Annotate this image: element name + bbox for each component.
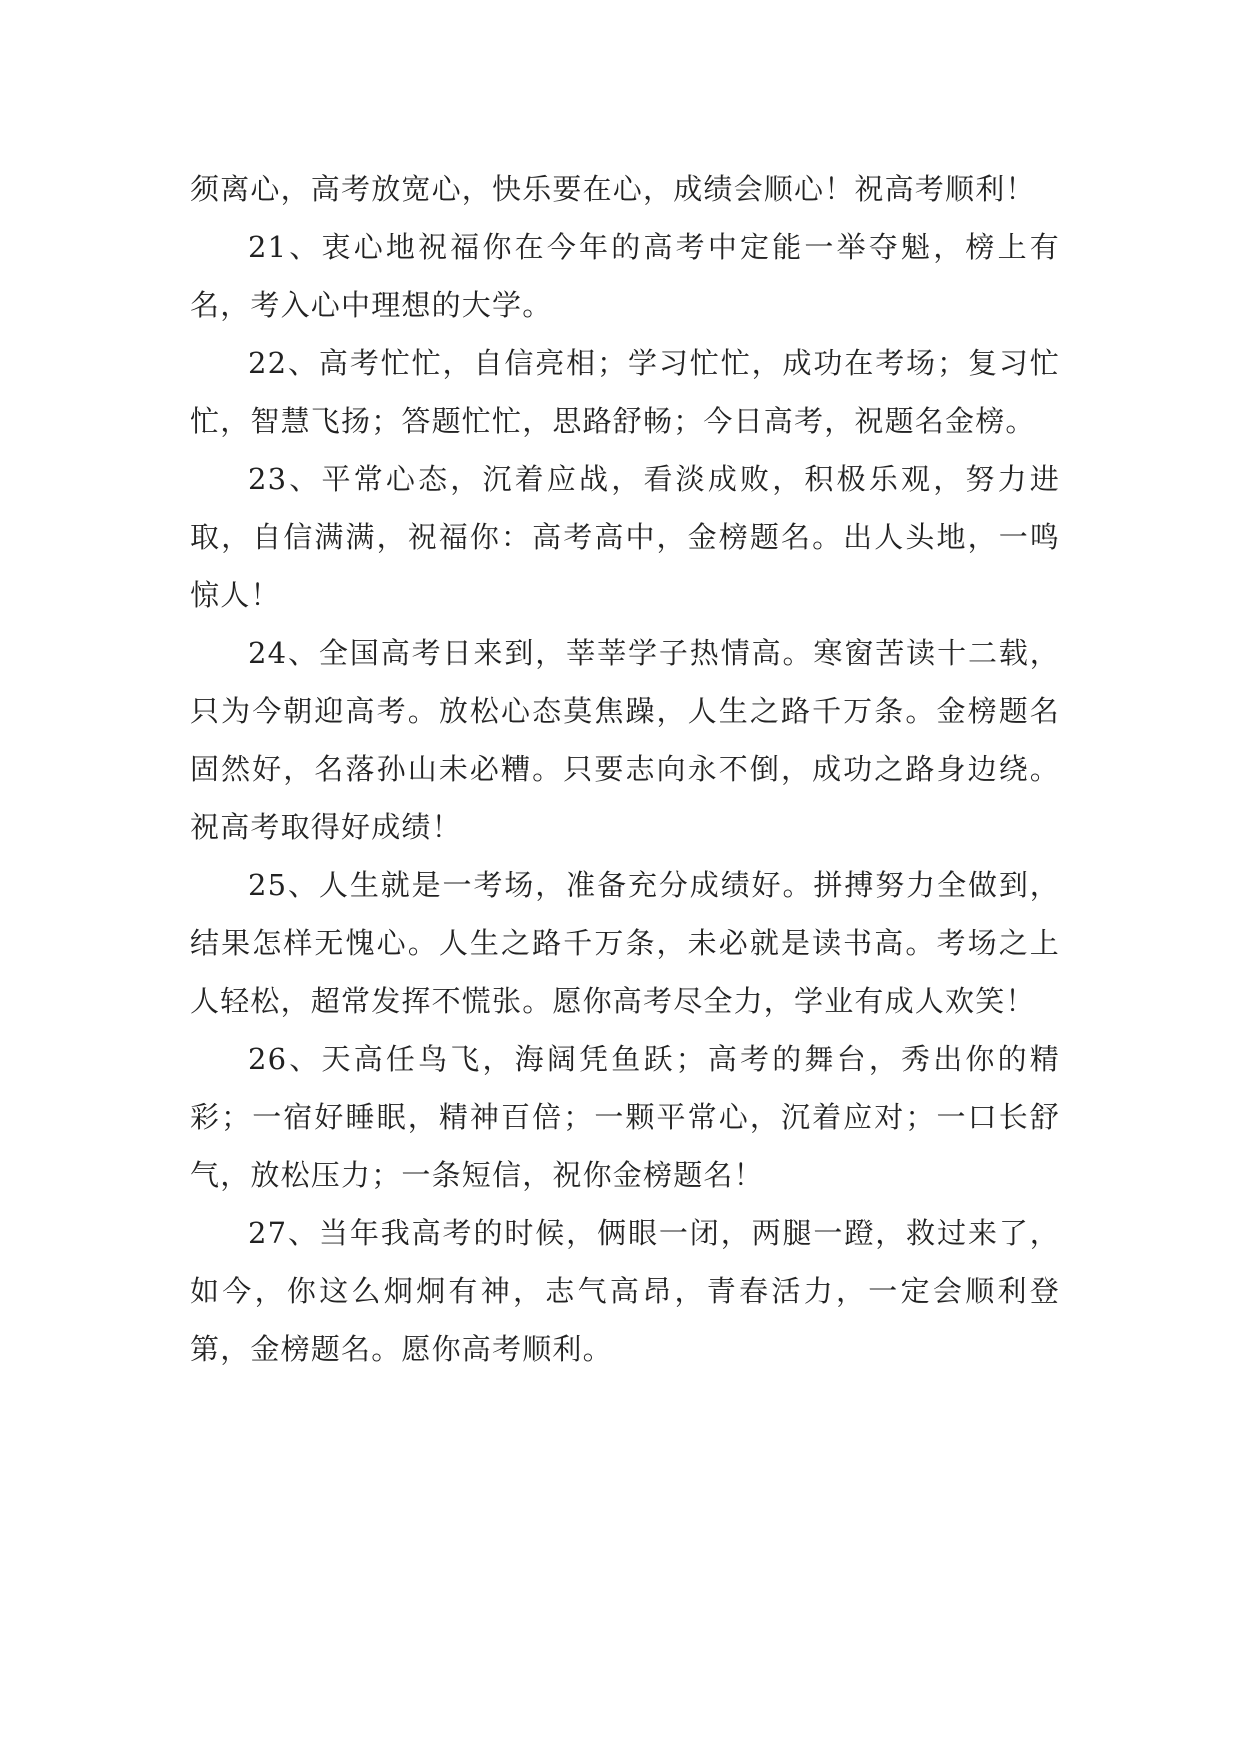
paragraph-27: 27、当年我高考的时候，俩眼一闭，两腿一蹬，救过来了，如今，你这么炯炯有神，志气高昂，青春活力，一定会顺利登第，金榜题名。愿你高考顺利。: [190, 1216, 1060, 1366]
document-body: [190, 160, 1060, 1378]
paragraph-26: 26、天高任鸟飞，海阔凭鱼跃；高考的舞台，秀出你的精彩；一宿好睡眠，精神百倍；一颗平常心，沉着应对；一口长舒气，放松压力；一条短信，祝你金榜题名！: [190, 1042, 1060, 1192]
paragraph-25: 25、人生就是一考场，准备充分成绩好。拼搏努力全做到，结果怎样无愧心。人生之路千万条，未必就是读书高。考场之上人轻松，超常发挥不慌张。愿你高考尽全力，学业有成人欢笑！: [190, 868, 1060, 1018]
paragraph-24: 24、全国高考日来到，莘莘学子热情高。寒窗苦读十二载，只为今朝迎高考。放松心态莫焦躁，人生之路千万条。金榜题名固然好，名落孙山未必糟。只要志向永不倒，成功之路身边绕。祝高考取得好成绩！: [190, 636, 1060, 844]
continued-paragraph: 须离心，高考放宽心，快乐要在心，成绩会顺心！祝高考顺利！: [190, 172, 1036, 206]
paragraph-22: 22、高考忙忙，自信亮相；学习忙忙，成功在考场；复习忙忙，智慧飞扬；答题忙忙，思路舒畅；今日高考，祝题名金榜。: [190, 346, 1060, 438]
paragraph-21: 21、衷心地祝福你在今年的高考中定能一举夺魁，榜上有名，考入心中理想的大学。: [190, 230, 1060, 322]
paragraph-23: 23、平常心态，沉着应战，看淡成败，积极乐观，努力进取，自信满满，祝福你：高考高中，金榜题名。出人头地，一鸣惊人！: [190, 462, 1060, 612]
